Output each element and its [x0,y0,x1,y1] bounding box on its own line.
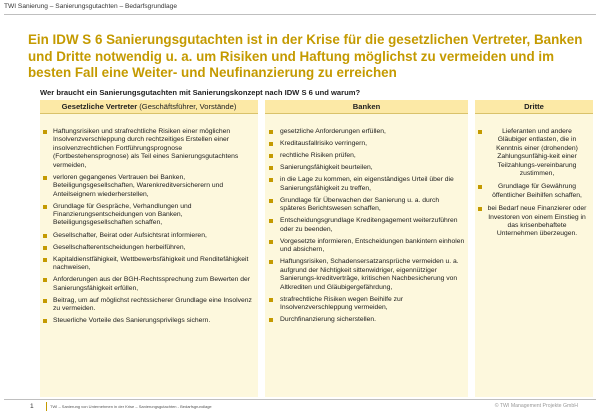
list-item: Durchfinanzierung sicherstellen. [265,316,468,324]
list-item: Entscheidungsgrundlage Kreditengagement weiterzuführen oder zu beenden, [265,217,468,234]
list-item: Kreditausfallrisiko verringern, [265,140,468,148]
list-item: Beitrag, um auf möglichst rechtssicherer Grundlage eine Insolvenz zu vermeiden. [40,297,258,314]
list-item: Anforderungen aus der BGH-Rechtssprechung zum Bewerten der Sanierungsfähigkeit erfüllen, [40,276,258,293]
list-item: Lieferanten und andere Gläubiger entlasten, die in Kenntnis einer (drohenden) Zahlungsunfähig-keit einer Teilzahlungs-vereinbarung zustimmen, [475,128,593,178]
column-body [475,114,593,397]
column-gesetzliche-vertreter [40,100,258,397]
top-divider [4,14,596,15]
list-item: Grundlage für Gespräche, Verhandlungen und Finanzierungsentscheidungen von Banken, Beteiligungsgesellschaften schaffen, [40,203,258,228]
bottom-divider [4,399,596,400]
list-item: Steuerliche Vorteile des Sanierungsprivilegs sichern. [40,317,258,325]
list-item: Gesellschafter, Beirat oder Aufsichtsrat informieren, [40,232,258,240]
bullet-list [475,128,593,239]
list-item: Grundlage für Überwachen der Sanierung u. a. durch späteres Berichtswesen schaffen, [265,197,468,214]
list-item: bei Bedarf neue Finanzierer oder Investoren von einem Einstieg in das krisenbehaftete Unternehmen überzeugen. [475,205,593,239]
column-header-banken: Banken [265,100,468,114]
column-banken [265,100,468,397]
list-item: in die Lage zu kommen, ein eigenständiges Urteil über die Sanierungsfähigkeit zu treffen, [265,176,468,193]
bullet-list [40,128,258,326]
list-item: Haftungsrisiken und strafrechtliche Risiken einer möglichen Insolvenzverschleppung durch rechtzeitiges Erstellen einer insolvenzrechtlichen Fortführungsprognose (Fortbestehensprognose) als Teil eines Sanierungsgutachtens vermeiden, [40,128,258,170]
bullet-list [265,128,468,325]
footer-copyright: © TWI Management Projekte GmbH [494,403,578,409]
footer-description: TWI – Sanierung von Unternehmen in der Krise – Sanierungsgutachten - Bedarfsgrundlage [50,404,212,409]
page-title: Ein IDW S 6 Sanierungsgutachten ist in der Krise für die gesetzlichen Vertreter, Banken und Dritte notwendig u. a. um Risiken und Haftung möglichst zu vermeiden und im besten Fall eine Weiter- und Neufinanzierung zu erreichen [28,32,583,80]
column-header-gesetzliche-vertreter [40,100,258,114]
list-item: Sanierungsfähigkeit beurteilen, [265,164,468,172]
column-dritte [475,100,593,397]
page-number: 1 [30,403,34,410]
list-item: strafrechtliche Risiken wegen Beihilfe zur Insolvenzverschleppung vermeiden, [265,296,468,313]
list-item: Haftungsrisiken, Schadensersatzansprüche vermeiden u. a. aufgrund der Nichtigkeit sittenwidriger, eigennütziger Sanierungs-kreditverträge, kritischen Nachbesicherung von Altkrediten und Gläubigergefährdung, [265,258,468,292]
column-body [265,114,468,397]
footer-accent-bar [46,402,47,411]
column-header-dritte: Dritte [475,100,593,114]
section-question: Wer braucht ein Sanierungsgutachten mit Sanierungskonzept nach IDW S 6 und warum? [40,88,361,97]
list-item: rechtliche Risiken prüfen, [265,152,468,160]
column-header-label: Gesetzliche Vertreter [61,102,138,111]
list-item: Grundlage für Gewährung öffentlicher Beihilfen schaffen, [475,183,593,200]
column-header-suffix: (Geschäftsführer, Vorstände) [137,102,237,111]
list-item: Vorgesetzte informieren, Entscheidungen bankintern einholen und absichern, [265,238,468,255]
list-item: verloren gegangenes Vertrauen bei Banken, Beteiligungsgesellschaften, Warenkreditversicherern und Anteilseignern wiederherstellen, [40,174,258,199]
breadcrumb: TWI Sanierung – Sanierungsgutachten – Bedarfsgrundlage [4,3,178,10]
list-item: Kapitaldienstfähigkeit, Wettbewerbsfähigkeit und Renditefähigkeit nachweisen, [40,256,258,273]
list-item: gesetzliche Anforderungen erfüllen, [265,128,468,136]
column-body [40,114,258,397]
list-item: Gesellschafterentscheidungen herbeiführen, [40,244,258,252]
